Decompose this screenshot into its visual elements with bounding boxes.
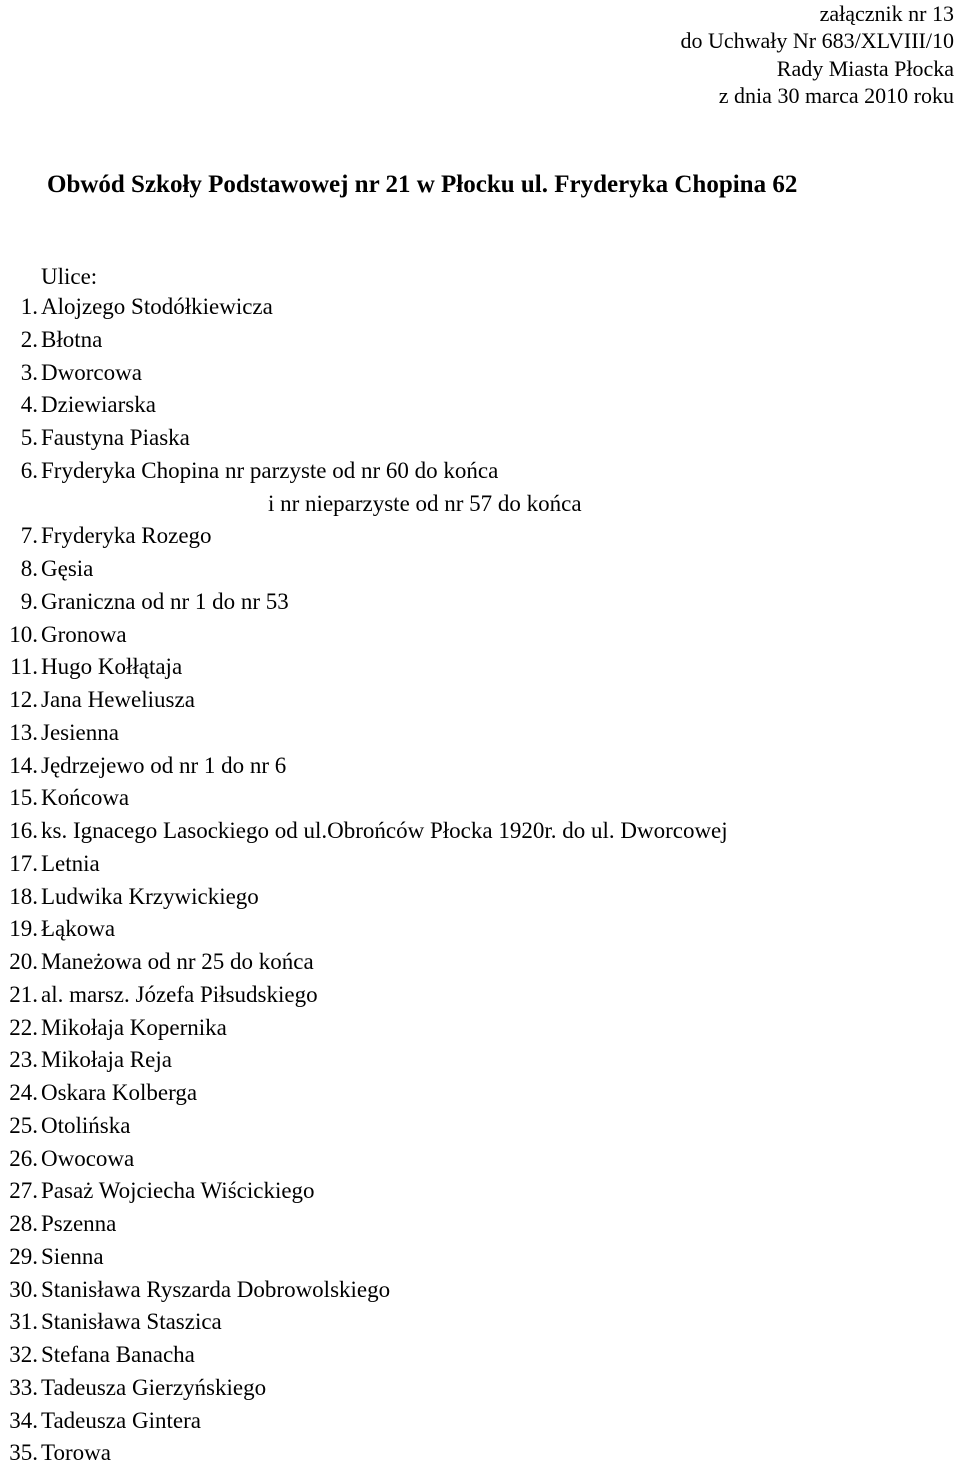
header-line-attachment: załącznik nr 13 [819,1,954,26]
list-item-street-name: Tadeusza Gintera [41,1407,201,1433]
list-item-street-name: Maneżowa od nr 25 do końca [41,949,314,974]
header-line-resolution: do Uchwały Nr 683/XLVIII/10 [680,28,954,54]
list-item-street-name: Jana Heweliusza [41,687,195,712]
list-item-number: 13. [9,719,38,745]
list-item-number: 7. [20,523,38,549]
list-item-street-name: Sienna [41,1243,104,1269]
list-item-street-name: Stefana Banacha [41,1342,195,1367]
list-item-number: 3. [20,359,38,385]
list-item-street-name: Faustyna Piaska [41,425,190,450]
list-item-number: 17. [9,850,38,876]
list-item-number: 16. [9,818,38,843]
header-line-council: Rady Miasta Płocka [776,55,954,81]
list-item-street-name: Końcowa [41,785,130,811]
list-item-number: 25. [9,1112,38,1138]
list-item-street-name: Letnia [41,850,100,876]
list-item-number: 6. [20,457,38,483]
list-item-continuation: i nr nieparzyste od nr 57 do końca [268,490,582,516]
list-item-number: 15. [9,785,38,811]
list-item-number: 34. [9,1407,38,1433]
list-item-number: 5. [20,425,38,450]
list-item-street-name: ks. Ignacego Lasockiego od ul.Obrońców Płocka 1920r. do ul. Dworcowej [41,818,728,843]
list-item-street-name: Mikołaja Kopernika [41,1014,227,1040]
list-item-number: 2. [20,326,38,352]
list-item-number: 12. [9,687,38,712]
list-item-street-name: Dziewiarska [41,392,156,418]
list-item-street-name: al. marsz. Józefa Piłsudskiego [41,981,318,1007]
list-item-number: 10. [9,621,38,647]
list-item-street-name: Torowa [41,1440,111,1466]
list-item-street-name: Gęsia [41,556,94,581]
list-item-number: 9. [20,588,38,614]
list-item-street-name: Oskara Kolberga [41,1080,198,1105]
list-item-street-name: Jędrzejewo od nr 1 do nr 6 [41,752,287,778]
list-item-street-name: Pszenna [41,1211,117,1236]
list-item-number: 28. [9,1211,38,1236]
list-item-street-name: Gronowa [41,621,127,647]
list-item-number: 20. [9,949,38,974]
list-item-number: 29. [9,1243,38,1269]
list-item-street-name: Stanisława Ryszarda Dobrowolskiego [41,1276,391,1302]
list-item-number: 21. [9,981,38,1007]
list-item-number: 1. [20,294,38,319]
list-item-number: 19. [9,916,38,942]
list-item-street-name: Fryderyka Chopina nr parzyste od nr 60 do końca [41,457,499,483]
list-item-number: 35. [9,1440,38,1466]
list-item-number: 23. [9,1047,38,1073]
list-item-street-name: Jesienna [41,719,119,745]
list-item-number: 32. [9,1342,38,1367]
list-item-number: 30. [9,1276,38,1302]
list-item-number: 18. [9,883,38,909]
list-item-number: 31. [9,1309,38,1335]
list-item-street-name: Błotna [41,326,103,352]
list-item-street-name: Mikołaja Reja [41,1047,172,1073]
list-item-number: 14. [9,752,38,778]
list-item-street-name: Łąkowa [41,916,116,942]
list-item-number: 22. [9,1014,38,1040]
list-item-street-name: Dworcowa [41,359,142,385]
list-item-street-name: Owocowa [41,1145,135,1171]
resolution-header [680,0,954,109]
list-item-number: 33. [9,1374,38,1400]
list-item-number: 27. [9,1178,38,1204]
list-item-street-name: Alojzego Stodółkiewicza [41,294,273,319]
document-title: Obwód Szkoły Podstawowej nr 21 w Płocku ul. Fryderyka Chopina 62 [47,171,798,198]
list-item-street-name: Stanisława Staszica [41,1309,222,1335]
list-item-street-name: Graniczna od nr 1 do nr 53 [41,588,289,614]
list-item-number: 8. [20,556,38,581]
list-item-street-name: Ludwika Krzywickiego [41,883,259,909]
list-item-number: 4. [20,392,38,418]
list-item-street-name: Fryderyka Rozego [41,523,212,549]
list-item-number: 11. [10,654,38,680]
list-item-street-name: Tadeusza Gierzyńskiego [41,1374,267,1400]
list-item-street-name: Pasaż Wojciecha Wiścickiego [41,1178,315,1204]
list-item-number: 26. [9,1145,38,1171]
list-item-number: 24. [9,1080,38,1105]
list-item-street-name: Otolińska [41,1112,131,1138]
header-line-date: z dnia 30 marca 2010 roku [718,82,954,108]
list-item-street-name: Hugo Kołłątaja [41,654,183,680]
streets-list-label: Ulice: [41,264,98,289]
